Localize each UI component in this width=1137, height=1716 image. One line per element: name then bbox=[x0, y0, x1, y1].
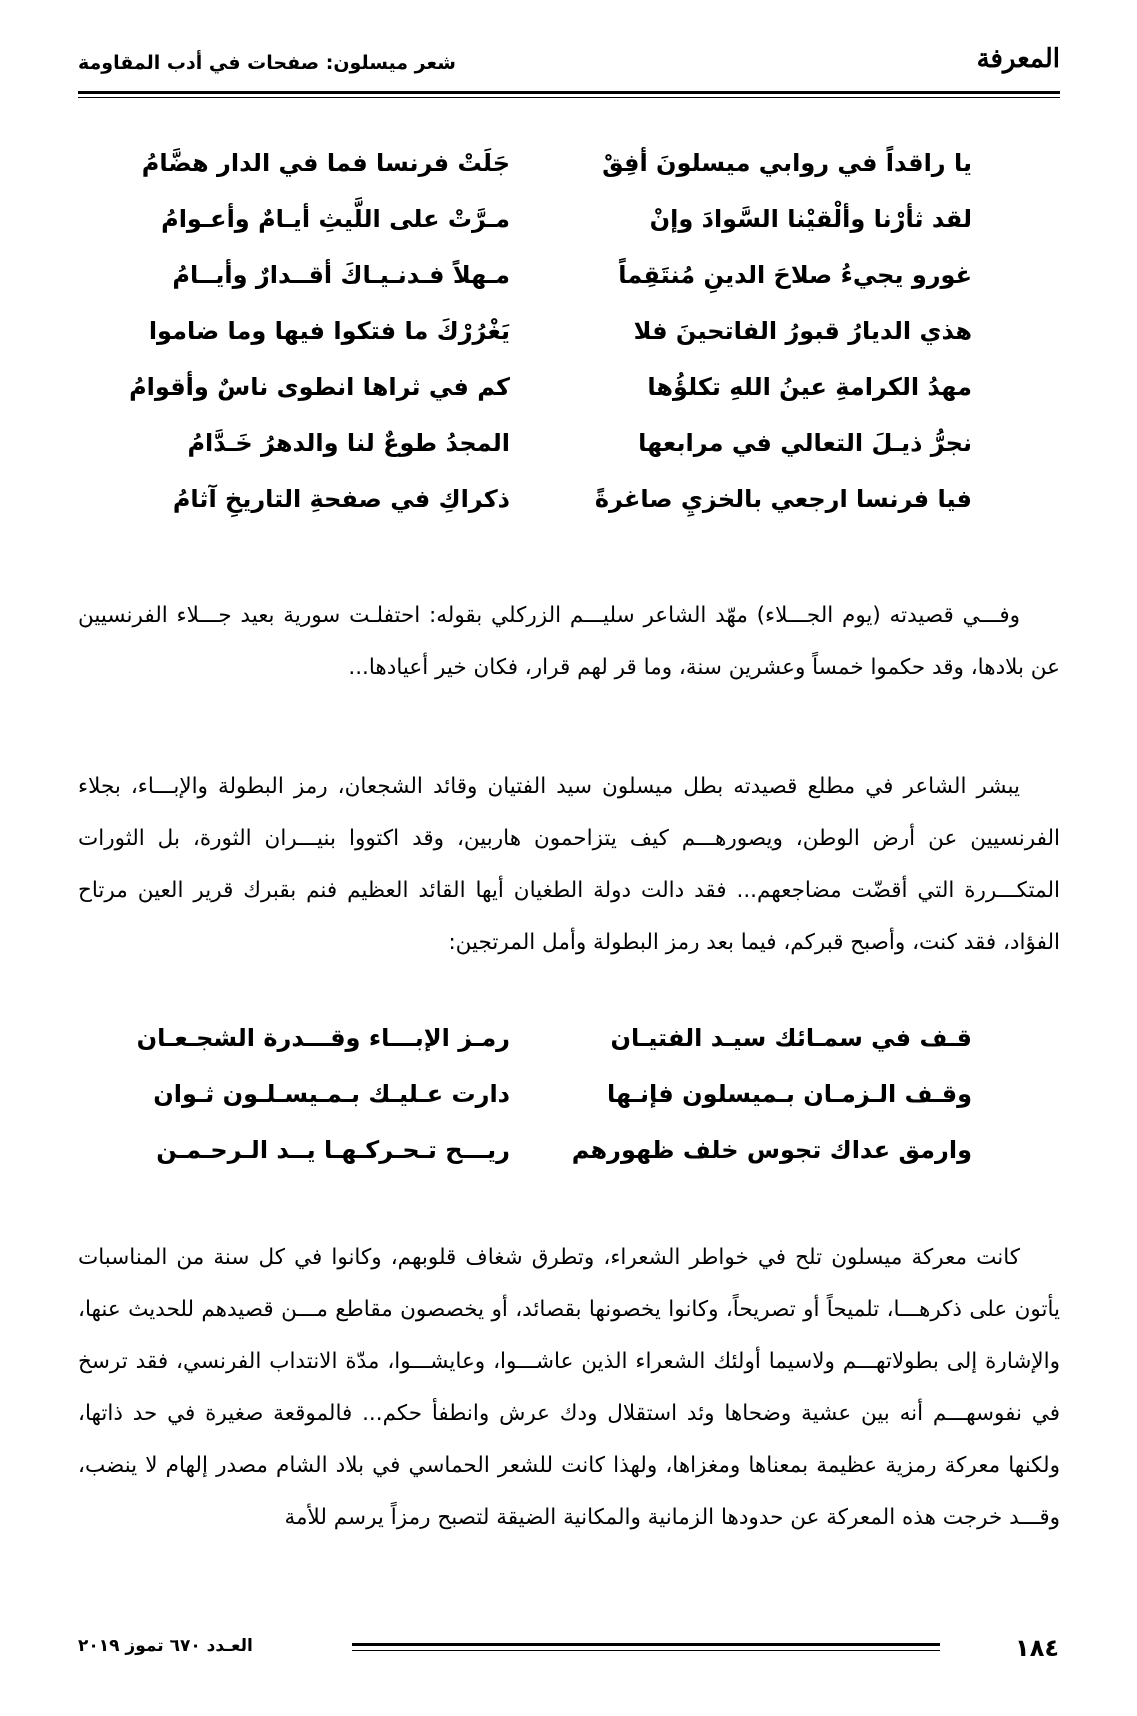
verse bbox=[78, 143, 1060, 199]
running-title: شعر ميسلون: صفحات في أدب المقاومة bbox=[78, 52, 456, 74]
issue-info: العـدد ٦٧٠ تموز ٢٠١٩ bbox=[78, 1636, 253, 1656]
verse bbox=[78, 1130, 1060, 1186]
verse bbox=[78, 1018, 1060, 1074]
body-paragraph: يبشر الشاعر في مطلع قصيدته بطل ميسلون سيد الفتيان وقائد الشجعان، رمز البطولة والإبـــاء، بجلاء الفرنسيين عن أرض الوطن، ويصورهـــم كيف يتزاحمون هاربين، وقد اكتووا بنيـــران الثورة، بل الثورات المتكـــررة التي أقضّت مضاجعهم... فقد دالت دولة الطغيان أيها القائد العظيم فنم بقبرك قرير العين مرتاح الفؤاد، فقد كنت، وأصبح قبركم، فيما بعد رمز البطولة وأمل المرتجين: bbox=[78, 773, 1060, 955]
verse-second-hemistich: جَلَتْ فرنسا فما في الدار هضَّامُ bbox=[141, 149, 510, 177]
footer-rule-thin bbox=[352, 1650, 940, 1651]
verse-second-hemistich: ريـــح تـحـركـهـا يــد الـرحـمـن bbox=[156, 1136, 510, 1164]
verse bbox=[78, 1074, 1060, 1130]
verse-first-hemistich: قـف في سمـائك سيـد الفتيـان bbox=[610, 1024, 972, 1052]
verse-first-hemistich: لقد ثأرْنا وألْقيْنا السَّوادَ وإنْ bbox=[649, 205, 972, 233]
verse-first-hemistich: وقـف الـزمـان بـميسلون فإنـها bbox=[606, 1080, 972, 1108]
verse-second-hemistich: رمـز الإبـــاء وقـــدرة الشجـعـان bbox=[136, 1024, 510, 1052]
body-paragraph: وفـــي قصيدته (يوم الجـــلاء) مهّد الشاعر سليـــم الزركلي بقوله: احتفلـت سورية بعيد جـــلاء الفرنسيين عن بلادها، وقد حكموا خمساً وعشرين سنة، وما قر لهم قرار، فكان خير أعيادها... bbox=[78, 602, 1060, 680]
verse-second-hemistich: مـرَّتْ على اللَّيثِ أيـامٌ وأعـوامُ bbox=[161, 205, 510, 233]
page-number: ١٨٤ bbox=[1015, 1634, 1059, 1662]
verse-first-hemistich: وارمق عداك تجوس خلف ظهورهم bbox=[571, 1136, 972, 1164]
header-rule-thick bbox=[78, 91, 1060, 94]
verse-second-hemistich: ذكراكِ في صفحةِ التاريخِ آثامُ bbox=[172, 485, 510, 513]
verse bbox=[78, 367, 1060, 423]
page-header bbox=[78, 38, 1060, 88]
magazine-logo: المعرفة bbox=[976, 44, 1060, 74]
verse bbox=[78, 199, 1060, 255]
verse-second-hemistich: يَغْرُرْكَ ما فتكوا فيها وما ضاموا bbox=[148, 317, 510, 345]
verse bbox=[78, 423, 1060, 479]
verse-second-hemistich: مـهلاً فـدنـيـاكَ أقــدارٌ وأيــامُ bbox=[172, 261, 510, 289]
verse bbox=[78, 255, 1060, 311]
footer-rule-thick bbox=[352, 1643, 940, 1646]
verse-first-hemistich: نجرُّ ذيـلَ التعالي في مرابعها bbox=[638, 429, 972, 457]
verse-first-hemistich: هذي الديارُ قبورُ الفاتحينَ فلا bbox=[633, 317, 972, 345]
verse bbox=[78, 479, 1060, 535]
verse-first-hemistich: يا راقداً في روابي ميسلونَ أفِقْ bbox=[602, 149, 972, 177]
poem-block-2 bbox=[78, 1018, 1060, 1186]
poem-block-1 bbox=[78, 143, 1060, 535]
verse-second-hemistich: دارت عـليـك بـمـيسـلـون ثـوان bbox=[153, 1080, 510, 1108]
body-paragraph: كانت معركة ميسلون تلح في خواطر الشعراء، وتطرق شغاف قلوبهم، وكانوا في كل سنة من المناسبات يأتون على ذكرهـــا، تلميحاً أو تصريحاً، وكانوا يخصونها بقصائد، أو يخصصون مقاطع مـــن قصيدهم للحديث عنها، والإشارة إلى بطولاتهـــم ولاسيما أولئك الشعراء الذين عاشـــوا، وعايشـــوا، مدّة الانتداب الفرنسي، فقد ترسخ في نفوسهـــم أنه بين عشية وضحاها وئد استقلال ودك عرش وانطفأ حكم... فالموقعة صغيرة في حد ذاتها، ولكنها معركة رمزية عظيمة بمعناها ومغزاها، ولهذا كانت للشعر الحماسي في بلاد الشام مصدر إلهام لا ينضب، وقـــد خرجت هذه المعركة عن حدودها الزمانية والمكانية الضيقة لتصبح رمزاً يرسم للأمة bbox=[78, 1244, 1060, 1530]
verse-second-hemistich: المجدُ طوعٌ لنا والدهرُ خَـدَّامُ bbox=[187, 429, 510, 457]
verse bbox=[78, 311, 1060, 367]
verse-second-hemistich: كم في ثراها انطوى ناسٌ وأقوامُ bbox=[129, 373, 510, 401]
verse-first-hemistich: فيا فرنسا ارجعي بالخزيِ صاغرةً bbox=[594, 485, 972, 513]
verse-first-hemistich: غورو يجيءُ صلاحَ الدينِ مُنتَقِماً bbox=[618, 261, 972, 289]
header-rule-thin bbox=[78, 97, 1060, 98]
verse-first-hemistich: مهدُ الكرامةِ عينُ اللهِ تكلؤُها bbox=[647, 373, 972, 401]
